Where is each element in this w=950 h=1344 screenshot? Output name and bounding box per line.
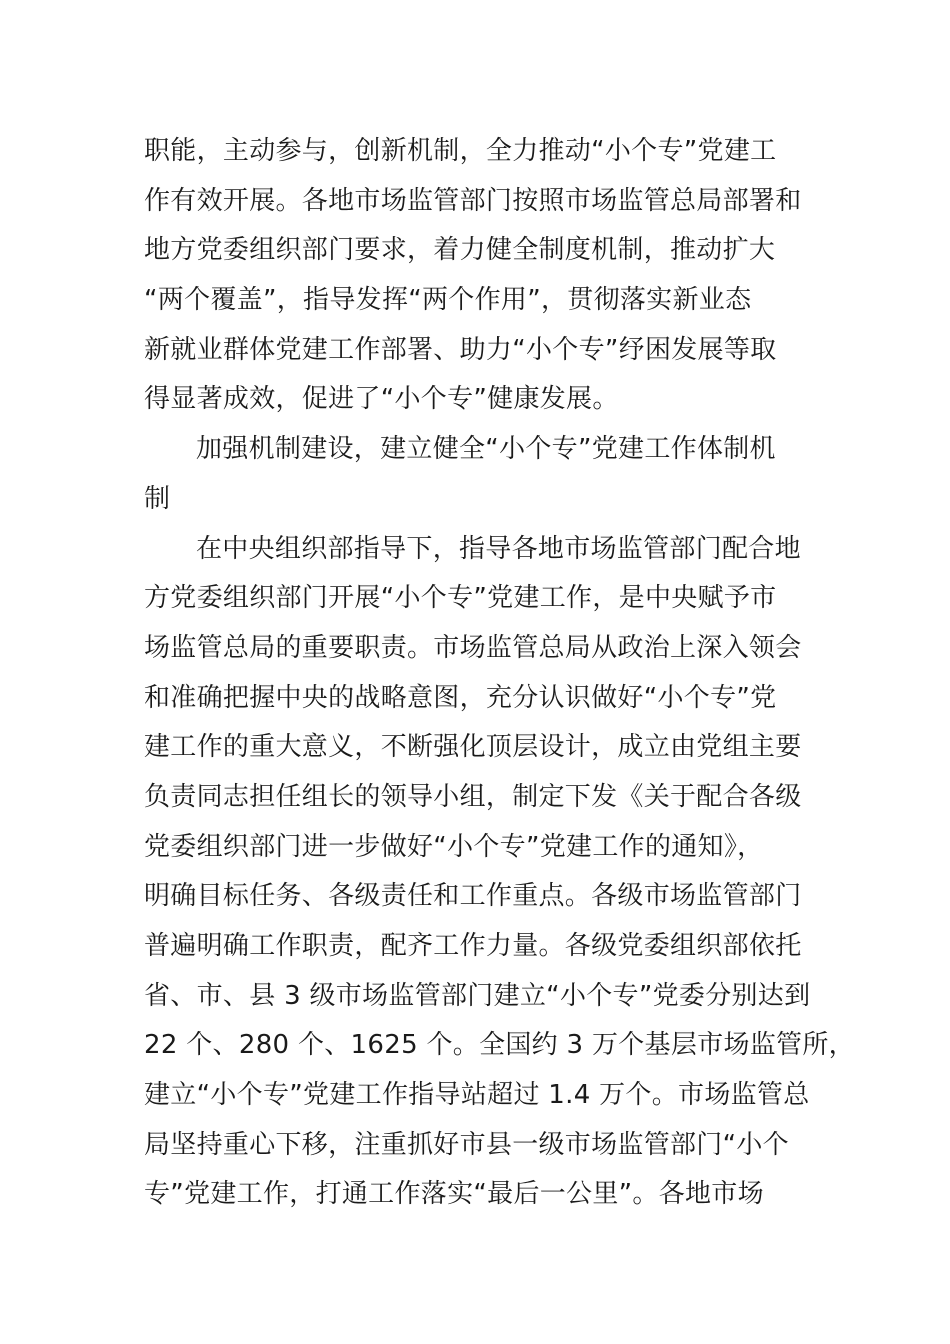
text-line: 建立“小个专”党建工作指导站超过 1.4 万个。市场监管总 <box>144 1080 810 1111</box>
text-line: 在中央组织部指导下，指导各地市场监管部门配合地 <box>196 533 801 564</box>
section-heading: 加强机制建设，建立健全“小个专”党建工作体制机 <box>196 434 776 465</box>
text-line: 负责同志担任组长的领导小组，制定下发《关于配合各级 <box>144 781 802 812</box>
text-line: 作有效开展。各地市场监管部门按照市场监管总局部署和 <box>144 185 802 216</box>
text-line: 和准确把握中央的战略意图，充分认识做好“小个专”党 <box>144 682 777 713</box>
text-line: 方党委组织部门开展“小个专”党建工作，是中央赋予市 <box>144 583 777 614</box>
section-heading-continuation: 制 <box>144 483 171 514</box>
text-line: 专”党建工作，打通工作落实“最后一公里”。各地市场 <box>144 1179 764 1210</box>
text-line: 建工作的重大意义，不断强化顶层设计，成立由党组主要 <box>144 732 802 763</box>
text-line: 22 个、280 个、1625 个。全国约 3 万个基层市场监管所， <box>144 1030 855 1061</box>
text-line: “两个覆盖”，指导发挥“两个作用”，贯彻落实新业态 <box>144 285 752 316</box>
text-line: 职能，主动参与，创新机制，全力推动“小个专”党建工 <box>144 136 777 166</box>
text-line: 地方党委组织部门要求，着力健全制度机制，推动扩大 <box>144 235 776 266</box>
text-line: 普遍明确工作职责，配齐工作力量。各级党委组织部依托 <box>144 931 802 961</box>
text-line: 场监管总局的重要职责。市场监管总局从政治上深入领会 <box>144 632 802 663</box>
text-line: 新就业群体党建工作部署、助力“小个专”纾困发展等取 <box>144 334 777 365</box>
text-line: 局坚持重心下移，注重抓好市县一级市场监管部门“小个 <box>144 1129 789 1160</box>
text-line: 党委组织部门进一步做好“小个专”党建工作的通知》， <box>144 831 764 862</box>
text-line: 明确目标任务、各级责任和工作重点。各级市场监管部门 <box>144 881 802 912</box>
text-line: 省、市、县 3 级市场监管部门建立“小个专”党委分别达到 <box>144 980 811 1011</box>
body-text <box>144 127 855 1220</box>
text-line: 得显著成效，促进了“小个专”健康发展。 <box>144 384 619 415</box>
